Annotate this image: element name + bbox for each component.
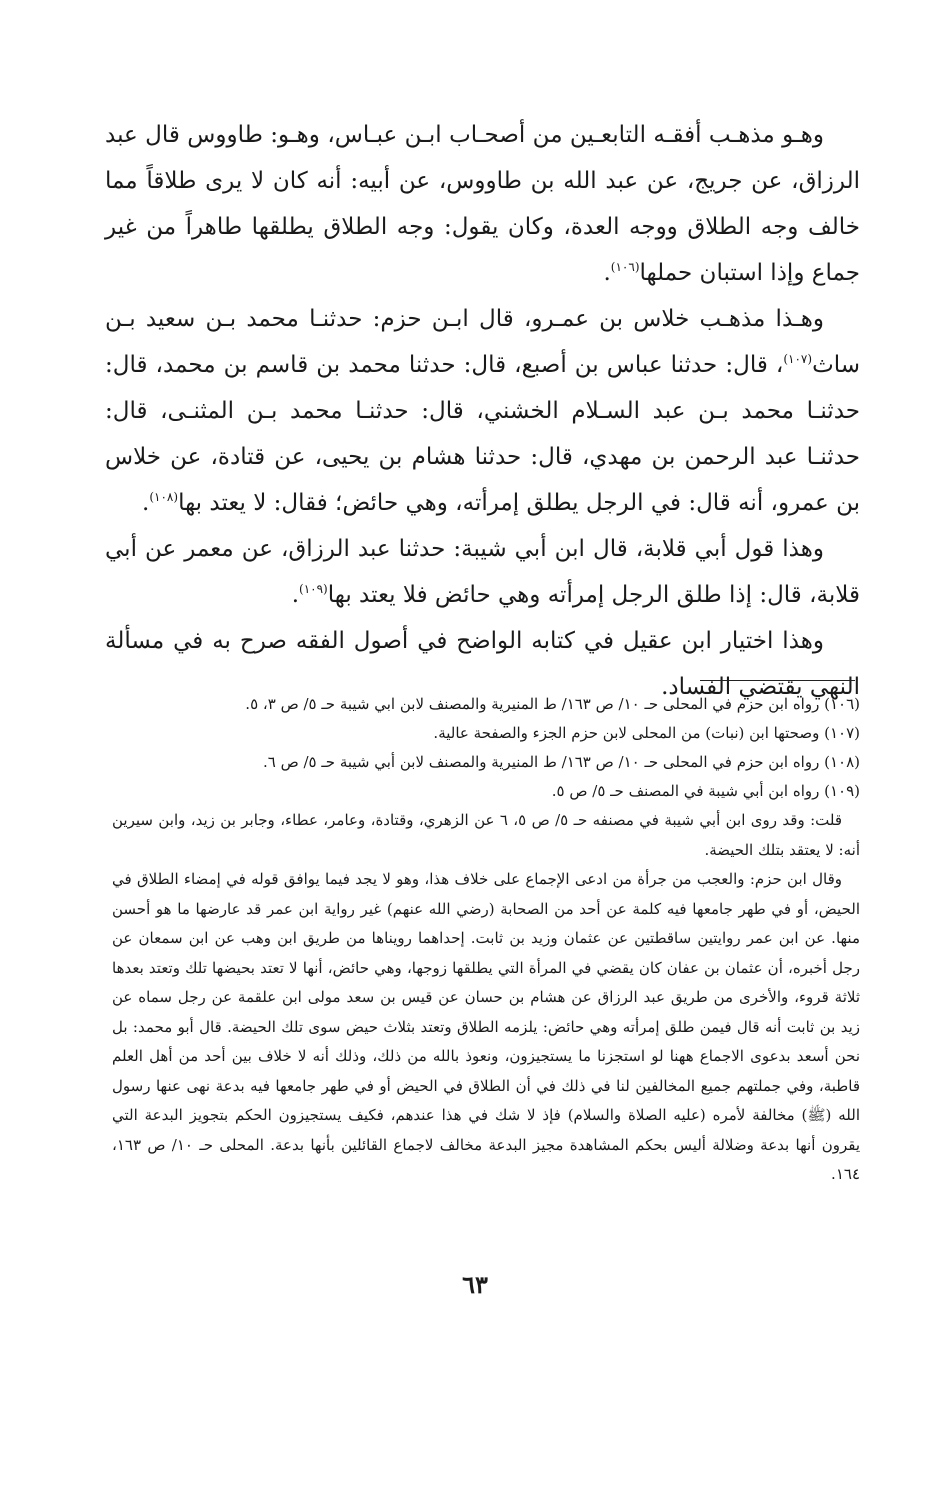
footnote-ref-108: (١٠٨) bbox=[149, 490, 179, 504]
paragraph-1-end: . bbox=[603, 260, 611, 286]
paragraph-2-text: وهـذا مذهـب خلاس بن عمـرو، قال ابـن حزم: حدثنـا محمد بـن سعيد بـن ساث bbox=[105, 306, 860, 378]
paragraph-2 bbox=[105, 296, 860, 526]
paragraph-1-text: وهـو مذهـب أفقـه التابعـين من أصحـاب ابـن عبـاس، وهـو: طاووس قال عبد الرزاق، عن جريج، عن عبد الله بن طاووس، عن أبيه: أنه كان لا يرى طلاقاً مما خالف وجه الطلاق ووجه العدة، وكان يقول: وجه الطلاق يطلقها طاهراً من غير جماع وإذا استبان حملها bbox=[105, 122, 860, 286]
footnote-107: (١٠٧) وصحتها ابن (نبات) من المحلى لابن حزم الجزء والصفحة عالية. bbox=[433, 724, 860, 742]
main-body bbox=[105, 112, 860, 710]
footnote-ref-109: (١٠٩) bbox=[299, 582, 328, 596]
paragraph-3 bbox=[105, 526, 860, 618]
paragraph-4-text: وهذا اختيار ابن عقيل في كتابه الواضح في أصول الفقه صرح به في مسألة النهي يقتضي الفساد. bbox=[105, 628, 860, 700]
footnote-ref-107: (١٠٧) bbox=[783, 352, 813, 366]
page-number: ٦٣ bbox=[462, 1270, 488, 1299]
paragraph-2-continuation: ، قال: حدثنا عباس بن أصبع، قال: حدثنا محمد بن قاسم بن محمد، قال: حدثنـا محمد بـن عبد السـلام الخشني، قال: حدثنـا محمد بـن المثنـى، قال: حدثنـا عبد الرحمن بن مهدي، قال: حدثنا هشام بن يحيى، عن قتادة، عن خلاس بن عمرو، أنه قال: في الرجل يطلق إمرأته، وهي حائض؛ فقال: لا يعتد بها bbox=[105, 352, 860, 516]
footnote-divider bbox=[700, 680, 855, 681]
paragraph-3-end: . bbox=[291, 582, 299, 608]
paragraph-1 bbox=[105, 112, 860, 296]
footnote-109: (١٠٩) رواه ابن أبي شيبة في المصنف حـ ٥/ ص ٥. bbox=[551, 782, 860, 800]
footnote-106: (١٠٦) رواه ابن حزم في المحلى حـ ١٠/ ص ١٦٣/ ط المنيرية والمصنف لابن ابي شيبة حـ ٥/ ص ٣، ٥. bbox=[245, 695, 860, 713]
footnote-ref-106: (١٠٦) bbox=[610, 260, 640, 274]
footnotes-section bbox=[112, 690, 860, 1190]
paragraph-2-end: . bbox=[142, 490, 150, 516]
paragraph-3-text: وهذا قول أبي قلابة، قال ابن أبي شيبة: حدثنا عبد الرزاق، عن معمر عن أبي قلابة، قال: إذا طلق الرجل إمرأته وهي حائض فلا يعتد بها bbox=[105, 536, 860, 608]
footnote-note-1: قلت: وقد روى ابن أبي شيبة في مصنفه حـ ٥/ ص ٥، ٦ عن الزهري، وقتادة، وعامر، عطاء، وجابر بن زيد، وابن سيرين أنه: لا يعتقد بتلك الحيضة. bbox=[112, 811, 860, 859]
footnote-note-2: وقال ابن حزم: والعجب من جرأة من ادعى الإجماع على خلاف هذا، وهو لا يجد فيما يوافق قوله في إمضاء الطلاق في الحيض، أو في طهر جامعها فيه كلمة عن أحد من الصحابة (رضي الله عنهم) غير رواية ابن عمر قد عارضها ما هو أحسن منها. عن ابن عمر روايتين ساقطتين عن عثمان وزيد بن ثابت. إحداهما رويناها من طريق ابن وهب عن ابن سمعان عن رجل أخبره، أن عثمان بن عفان كان يقضي في المرأة التي يطلقها زوجها، وهي حائض، أنها لا تعتد بحيضها تلك وتعتد بعدها ثلاثة قروء، والأخرى من طريق عبد الرزاق عن هشام بن حسان عن قيس بن سعد مولى ابن علقمة عن رجل سماه عن زيد بن ثابت أنه قال فيمن طلق إمرأته وهي حائض: يلزمه الطلاق وتعتد بثلاث حيض سوى تلك الحيضة. قال أبو محمد: بل نحن أسعد بدعوى الاجماع ههنا لو استجزنا ما يستجيزون، ونعوذ بالله من ذلك، وذلك أنه لا خلاف بين أحد من أهل العلم قاطبة، وفي جملتهم جميع المخالفين لنا في ذلك في أن الطلاق في الحيض أو في طهر جامعها فيه بدعة نهى عنها رسول الله (ﷺ) مخالفة لأمره (عليه الصلاة والسلام) فإذ لا شك في هذا عندهم، فكيف يستجيزون الحكم بتجويز البدعة التي يقرون أنها بدعة وضلالة أليس بحكم المشاهدة مجيز البدعة مخالف لاجماع القائلين بأنها بدعة. المحلى حـ ١٠/ ص ١٦٣، ١٦٤. bbox=[112, 870, 860, 1183]
footnote-108: (١٠٨) رواه ابن حزم في المحلى حـ ١٠/ ص ١٦٣/ ط المنيرية والمصنف لابن أبي شيبة حـ ٥/ ص ٦. bbox=[262, 753, 860, 771]
